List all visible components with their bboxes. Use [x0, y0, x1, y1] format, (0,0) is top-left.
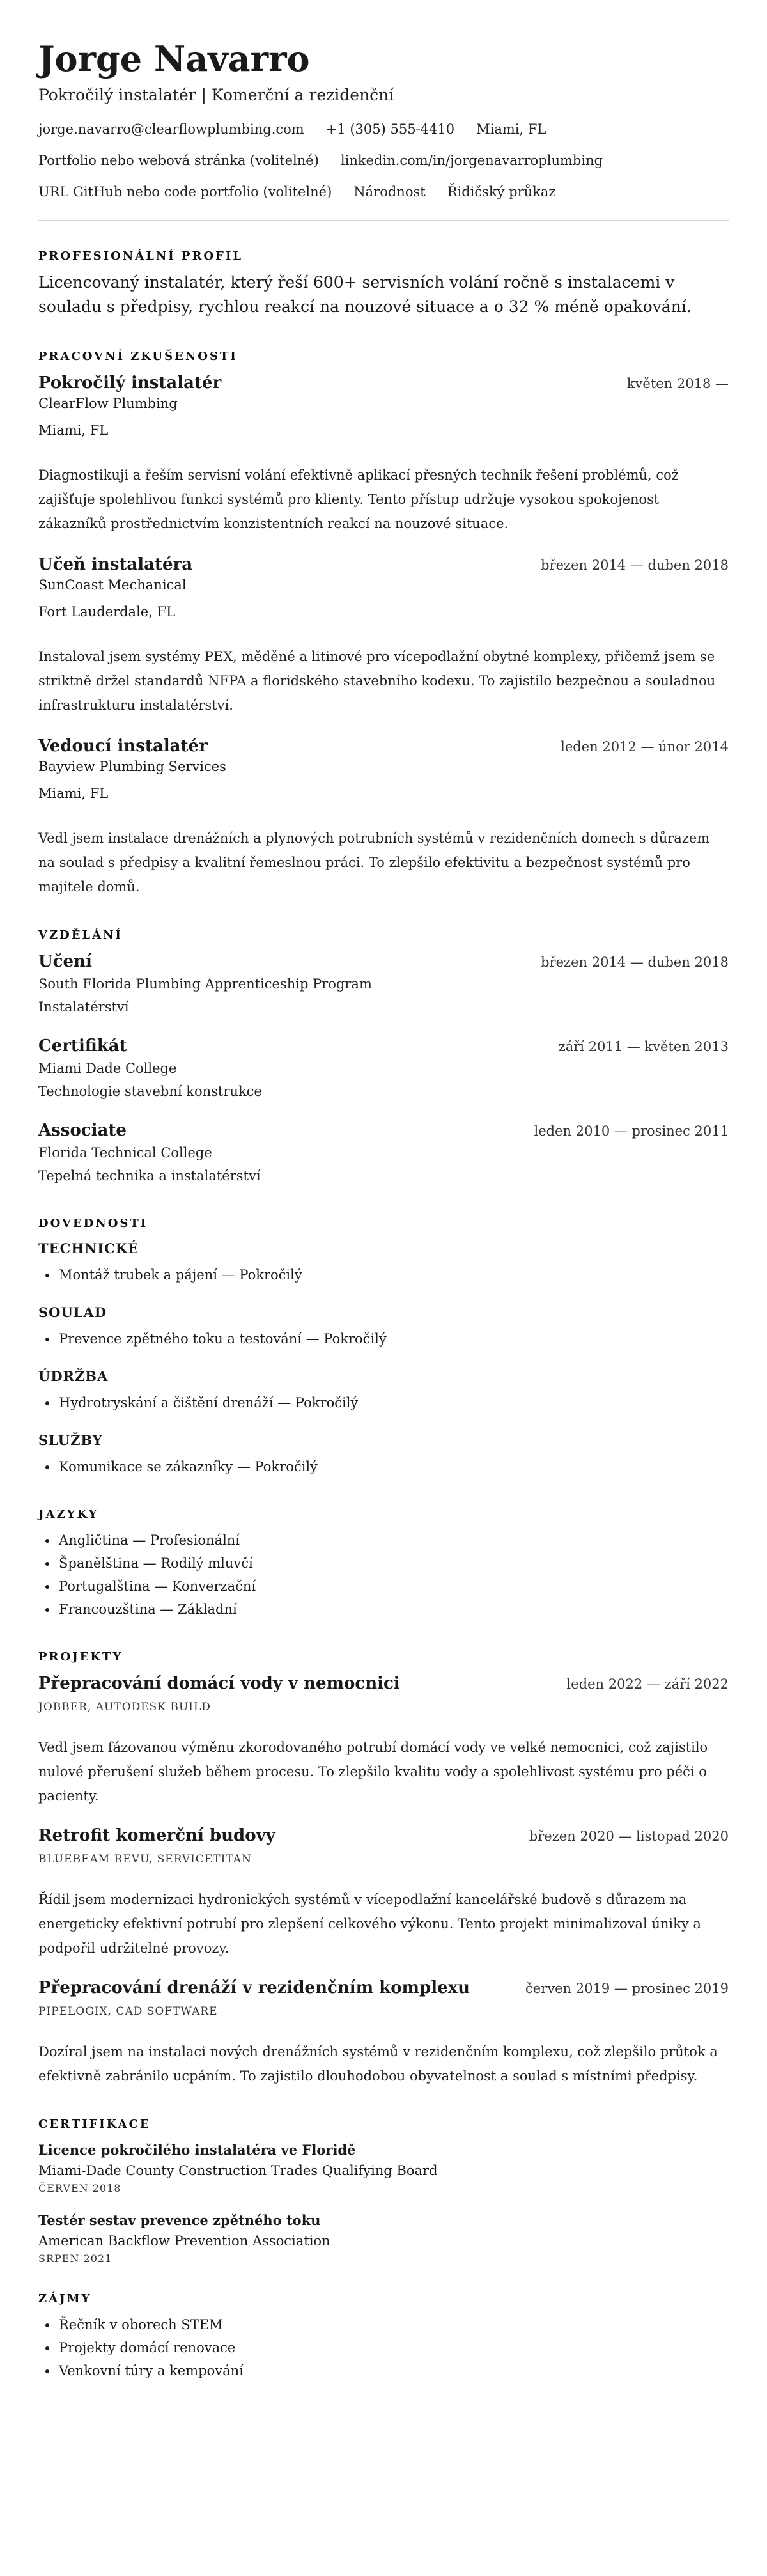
- certification-entry: [38, 2210, 729, 2267]
- education-entry: [38, 1120, 729, 1187]
- education-degree: Učení: [38, 952, 92, 971]
- skill-item: • Hydrotryskání a čištění drenáží — Pokročilý: [58, 1391, 729, 1414]
- skill-list: [38, 1263, 729, 1286]
- project-name: Retrofit komerční budovy: [38, 1826, 275, 1845]
- education-date: leden 2010 — prosinec 2011: [534, 1123, 729, 1139]
- skill-category: TECHNICKÉ: [38, 1240, 139, 1256]
- skill-list: [38, 1327, 729, 1350]
- job-header: [38, 372, 729, 394]
- language-item: • Francouzština — Základní: [58, 1598, 729, 1621]
- project-description: Řídil jsem modernizaci hydronických systémů v vícepodlažní kancelářské budově s důrazem na energeticky efektivní potrubí pro zlepšení celkového výkonu. Tento projekt minimalizoval úniky a podpořil udržitelné provozy.: [38, 1892, 701, 1956]
- job-description: Vedl jsem instalace drenážních a plynových potrubních systémů v rezidenčních domech s důrazem na soulad s předpisy a kvalitní řemeslnou práci. To zlepšilo efektivitu a bezpečnost systémů pro majitele domů.: [38, 831, 710, 894]
- interest-item: • Projekty domácí renovace: [58, 2336, 729, 2359]
- job-entry: [38, 735, 729, 899]
- education-date: březen 2014 — duben 2018: [541, 955, 729, 970]
- education-header: [38, 951, 729, 972]
- contact-row: [38, 120, 729, 138]
- project-description: Vedl jsem fázovanou výměnu zkorodovaného potrubí domácí vody ve velké nemocnici, což zajistilo nulové přerušení služeb během procesu. To zlepšilo kvalitu vody a spolehlivost systému pro péči o pacienty.: [38, 1740, 708, 1804]
- project-date: březen 2020 — listopad 2020: [529, 1829, 729, 1844]
- skill-item: • Montáž trubek a pájení — Pokročilý: [58, 1263, 729, 1286]
- candidate-name: Jorge Navarro: [38, 38, 310, 79]
- project-header: [38, 1977, 729, 1999]
- contact-row: [38, 152, 729, 169]
- education-field: Tepelná technika a instalatérství: [38, 1168, 261, 1183]
- language-item: • Španělština — Rodilý mluvčí: [58, 1552, 729, 1575]
- education-header: [38, 1035, 729, 1057]
- contact-portfolio[interactable]: Portfolio nebo webová stránka (volitelné): [38, 153, 319, 168]
- interest-list: [38, 2313, 729, 2382]
- project-name: Přepracování drenáží v rezidenčním komplexu: [38, 1978, 470, 1997]
- certification-issuer: Miami-Dade County Construction Trades Qualifying Board: [38, 2163, 438, 2178]
- certification-date: SRPEN 2021: [38, 2252, 112, 2265]
- certification-date: ČERVEN 2018: [38, 2182, 121, 2194]
- project-date: leden 2022 — září 2022: [566, 1676, 729, 1692]
- contact-nationality: Národnost: [353, 184, 426, 199]
- skill-category: SLUŽBY: [38, 1432, 103, 1448]
- education-field: Technologie stavební konstrukce: [38, 1084, 262, 1099]
- education-header: [38, 1120, 729, 1141]
- job-entry: [38, 372, 729, 536]
- skill-item: • Komunikace se zákazníky — Pokročilý: [58, 1455, 729, 1478]
- skill-category: SOULAD: [38, 1304, 107, 1320]
- job-description: Instaloval jsem systémy PEX, měděné a litinové pro vícepodlažní obytné komplexy, přičemž jsem se striktně držel standardů NFPA a floridského stavebního kodexu. To zajistilo bezpečnou a souladnou infrastrukturu instalatérství.: [38, 649, 716, 713]
- education-degree: Certifikát: [38, 1036, 127, 1056]
- job-location: Miami, FL: [38, 423, 109, 438]
- education-field: Instalatérství: [38, 999, 129, 1015]
- contact-phone[interactable]: +1 (305) 555-4410: [325, 121, 455, 137]
- job-company: SunCoast Mechanical: [38, 577, 187, 593]
- project-entry: [38, 1673, 729, 1808]
- project-header: [38, 1673, 729, 1694]
- job-date: březen 2014 — duben 2018: [541, 558, 729, 573]
- job-company: ClearFlow Plumbing: [38, 396, 178, 411]
- contact-location: Miami, FL: [476, 121, 546, 137]
- education-degree: Associate: [38, 1121, 127, 1140]
- profile-summary: Licencovaný instalatér, který řeší 600+ servisních volání ročně s instalacemi v souladu s předpisy, rychlou reakcí na nouzové situace a o 32 % méně opakování.: [38, 273, 692, 316]
- section-title-skills: DOVEDNOSTI: [38, 1217, 148, 1230]
- job-header: [38, 735, 729, 757]
- job-location: Fort Lauderdale, FL: [38, 604, 176, 620]
- education-school: Florida Technical College: [38, 1145, 212, 1160]
- job-role: Učeň instalatéra: [38, 555, 193, 574]
- project-entry: [38, 1825, 729, 1960]
- education-entry: [38, 1035, 729, 1103]
- project-tech: PIPELOGIX, CAD SOFTWARE: [38, 2005, 218, 2018]
- job-location: Miami, FL: [38, 786, 109, 801]
- job-date: květen 2018 —: [626, 376, 729, 391]
- skill-category: ÚDRŽBA: [38, 1368, 109, 1384]
- job-date: leden 2012 — únor 2014: [561, 739, 729, 754]
- job-company: Bayview Plumbing Services: [38, 759, 226, 774]
- section-title-languages: JAZYKY: [38, 1508, 99, 1521]
- language-item: • Portugalština — Konverzační: [58, 1575, 729, 1598]
- job-role: Vedoucí instalatér: [38, 737, 208, 756]
- education-school: South Florida Plumbing Apprenticeship Program: [38, 976, 372, 992]
- job-entry: [38, 554, 729, 717]
- project-tech: JOBBER, AUTODESK BUILD: [38, 1701, 211, 1713]
- education-date: září 2011 — květen 2013: [558, 1039, 729, 1054]
- job-role: Pokročilý instalatér: [38, 373, 222, 393]
- section-title-certifications: CERTIFIKACE: [38, 2118, 151, 2131]
- education-school: Miami Dade College: [38, 1061, 177, 1076]
- section-title-education: VZDĚLÁNÍ: [38, 928, 123, 942]
- contact-row: [38, 183, 729, 201]
- project-description: Dozíral jsem na instalaci nových drenážních systémů v rezidenčním komplexu, což zlepšilo průtok a efektivně zabránilo ucpáním. To zajistilo dlouhodobou obyvatelnost a soulad s místními předpisy.: [38, 2044, 718, 2084]
- headline: Pokročilý instalatér | Komerční a rezidenční: [38, 86, 394, 104]
- language-item: • Angličtina — Profesionální: [58, 1529, 729, 1552]
- resume-page: [38, 0, 729, 2382]
- skill-list: [38, 1391, 729, 1414]
- project-date: červen 2019 — prosinec 2019: [525, 1981, 729, 1996]
- certification-name: Licence pokročilého instalatéra ve Floridě: [38, 2142, 356, 2158]
- section-title-profile: PROFESIONÁLNÍ PROFIL: [38, 249, 244, 263]
- contact-email[interactable]: jorge.navarro@clearflowplumbing.com: [38, 121, 304, 137]
- interest-item: • Venkovní túry a kempování: [58, 2359, 729, 2382]
- certification-entry: [38, 2140, 729, 2196]
- header-divider: [38, 220, 729, 221]
- skill-list: [38, 1455, 729, 1478]
- section-title-experience: PRACOVNÍ ZKUŠENOSTI: [38, 350, 238, 363]
- section-title-projects: PROJEKTY: [38, 1650, 123, 1664]
- project-tech: BLUEBEAM REVU, SERVICETITAN: [38, 1853, 252, 1866]
- contact-linkedin[interactable]: linkedin.com/in/jorgenavarroplumbing: [340, 153, 603, 168]
- contact-license: Řidičský průkaz: [447, 184, 556, 199]
- job-description: Diagnostikuji a řeším servisní volání efektivně aplikací přesných technik řešení problémů, což zajišťuje spolehlivou funkci systémů pro klienty. Tento přístup udržuje vysokou spokojenost zákazníků prostřednictvím konzistentních reakcí na nouzové situace.: [38, 467, 679, 531]
- contact-github[interactable]: URL GitHub nebo code portfolio (volitelné): [38, 184, 332, 199]
- job-header: [38, 554, 729, 575]
- skill-item: • Prevence zpětného toku a testování — Pokročilý: [58, 1327, 729, 1350]
- interest-item: • Řečník v oborech STEM: [58, 2313, 729, 2336]
- certification-name: Testér sestav prevence zpětného toku: [38, 2212, 321, 2228]
- education-entry: [38, 951, 729, 1019]
- project-name: Přepracování domácí vody v nemocnici: [38, 1674, 400, 1693]
- certification-issuer: American Backflow Prevention Association: [38, 2233, 330, 2249]
- section-title-interests: ZÁJMY: [38, 2292, 92, 2306]
- language-list: [38, 1529, 729, 1621]
- project-header: [38, 1825, 729, 1846]
- project-entry: [38, 1977, 729, 2088]
